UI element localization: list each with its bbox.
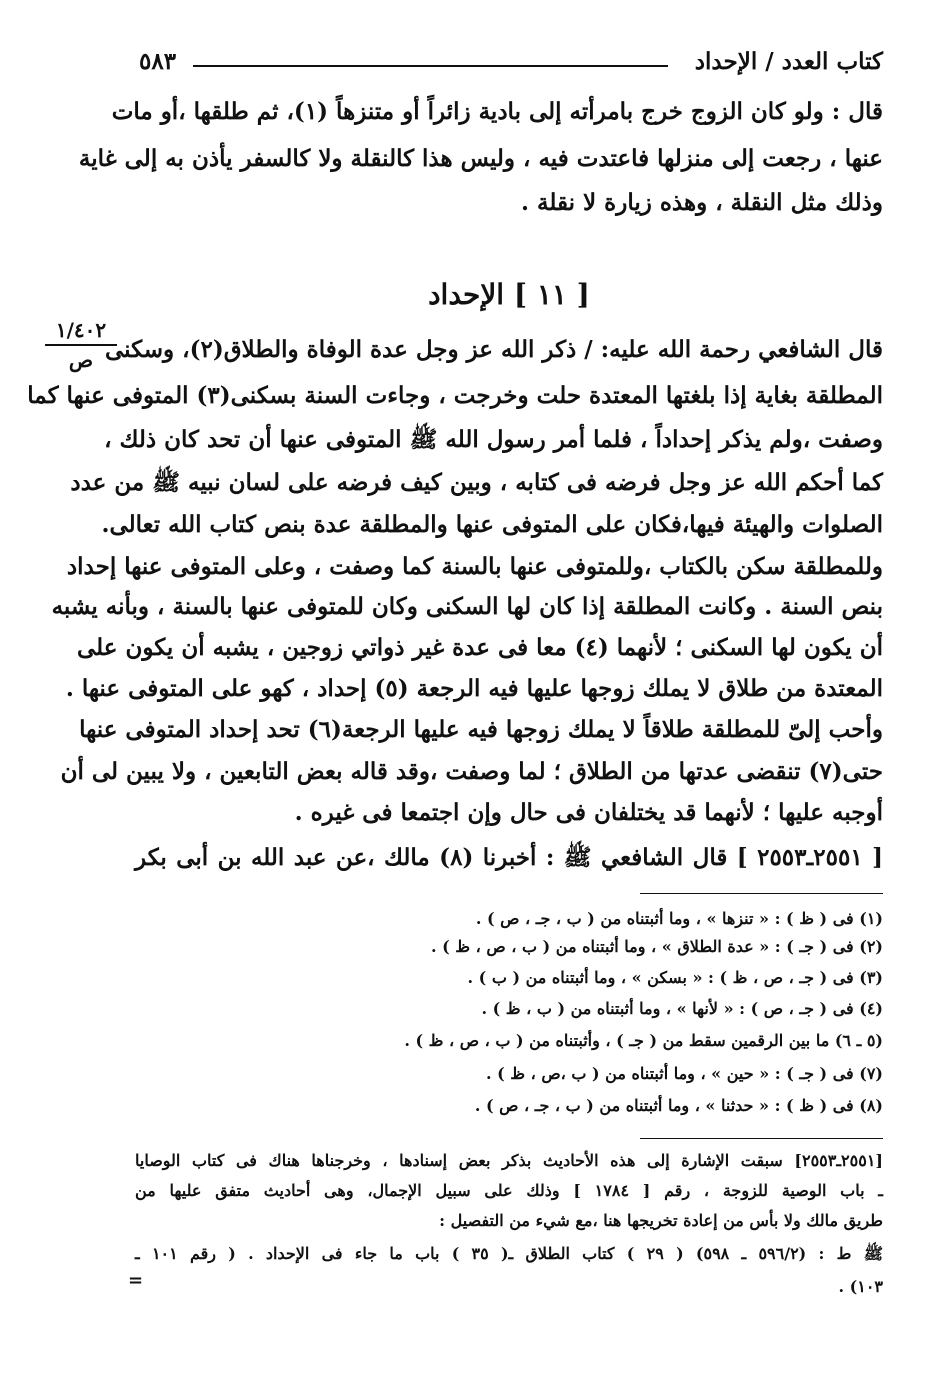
intro-line: وذلك مثل النقلة ، وهذه زيارة لا نقلة . — [521, 189, 883, 216]
editorial-rule — [640, 1138, 883, 1139]
footnote: (٨) فى ( ظ ) : « حدثنا » ، وما أثبتناه من ( ب ، جـ ، ص ) . — [474, 1096, 883, 1115]
footnote: (٢) فى ( جـ ) : « عدة الطلاق » ، وما أثبتناه من ( ب ، ص ، ظ ) . — [430, 937, 883, 956]
main-line: الصلوات والهيئة فيها،فكان على المتوفى عنها والمطلقة عدة بنص كتاب الله تعالى. — [101, 511, 883, 538]
editorial-line: [٢٥٥١ـ٢٥٥٣] سبقت الإشارة إلى هذه الأحاديث بذكر بعض إسنادها ، وخرجناها هناك فى كتاب الوصايا — [135, 1151, 883, 1170]
editorial-line: ﷺ ط : (٥٩٦/٢ ـ ٥٩٨) ( ٢٩ ) كتاب الطلاق ـ( ٣٥ ) باب ما جاء فى الإحداد . ( رقم ١٠١ ـ — [135, 1244, 884, 1263]
footnote: (١) فى ( ظ ) : « تنزها » ، وما أثبتناه من ( ب ، جـ ، ص ) . — [475, 909, 883, 928]
main-line: حتى(٧) تنقضى عدتها من الطلاق ؛ لما وصفت ،وقد قاله بعض التابعين ، ولا يبين لى أن — [60, 758, 883, 785]
footnote: (٣) فى ( جـ ، ص ، ظ ) : « بسكن » ، وما أثبتناه من ( ب ) . — [467, 968, 883, 987]
editorial-line: ١٠٣) . — [838, 1277, 883, 1296]
editorial-line: ـ باب الوصية للزوجة ، رقم [ ١٧٨٤ ] وذلك على سبيل الإجمال، وهى أحاديث متفق عليها من — [135, 1181, 883, 1200]
continuation-mark: = — [128, 1270, 144, 1291]
main-line: وللمطلقة سكن بالكتاب ،وللمتوفى عنها بالسنة كما وصفت ، وعلى المتوفى عنها إحداد — [66, 553, 883, 580]
main-line: بنص السنة . وكانت المطلقة إذا كان لها السكنى وكان للمتوفى عنها بالسنة ، وبأنه يشبه — [51, 593, 883, 620]
main-line: أوجبه عليها ؛ لأنهما قد يختلفان فى حال وإن اجتمعا فى غيره . — [294, 799, 883, 826]
hadith-heading-line: [ ٢٥٥١ـ٢٥٥٣ ] قال الشافعي ﷺ : أخبرنا (٨) مالك ،عن عبد الله بن أبى بكر — [135, 844, 884, 871]
footnote: (٧) فى ( جـ ) : « حين » ، وما أثبتناه من ( ب ،ص ، ظ ) . — [485, 1064, 883, 1083]
header-rule — [193, 65, 668, 67]
footnote: (٤) فى ( جـ ، ص ) : « لأنها » ، وما أثبتناه من ( ب ، ظ ) . — [481, 999, 883, 1018]
intro-line: عنها ، رجعت إلى منزلها فاعتدت فيه ، وليس هذا كالنقلة ولا كالسفر يأذن به إلى غاية — [78, 145, 883, 172]
footnote-rule — [640, 893, 883, 894]
editorial-line: طريق مالك ولا بأس من إعادة تخريجها هنا ،مع شيء من التفصيل : — [439, 1211, 883, 1230]
header-title: كتاب العدد / الإحداد — [694, 48, 883, 75]
margin-ref-number: ١/٤٠٢ — [45, 318, 117, 346]
main-line: قال الشافعي رحمة الله عليه: / ذكر الله عز وجل عدة الوفاة والطلاق(٢)، وسكنى — [104, 336, 883, 363]
main-line: وأحب إلىّ للمطلقة طلاقاً لا يملك زوجها فيه عليها الرجعة(٦) تحد إحداد المتوفى عنها — [79, 716, 883, 743]
page-number: ٥٨٣ — [139, 48, 177, 75]
footnote: (٥ ـ ٦) ما بين الرقمين سقط من ( جـ ) ، وأثبتناه من ( ب ، ص ، ظ ) . — [404, 1031, 883, 1050]
main-line: المعتدة من طلاق لا يملك زوجها عليها فيه الرجعة (٥) إحداد ، كهو على المتوفى عنها . — [65, 675, 883, 702]
margin-ref-letter: ص — [68, 348, 94, 372]
main-line: المطلقة بغاية إذا بلغتها المعتدة حلت وخرجت ، وجاءت السنة بسكنى(٣) المتوفى عنها كما — [27, 382, 883, 409]
intro-line: قال : ولو كان الزوج خرج بامرأته إلى بادية زائراً أو متنزهاً (١)، ثم طلقها ،أو مات — [111, 98, 883, 125]
main-line: أن يكون لها السكنى ؛ لأنهما (٤) معا فى عدة غير ذواتي زوجين ، يشبه أن يكون على — [76, 634, 883, 661]
section-heading: [ ١١ ] الإحداد — [428, 278, 590, 311]
running-header — [135, 48, 883, 84]
main-line: كما أحكم الله عز وجل فرضه فى كتابه ، وبين كيف فرضه على لسان نبيه ﷺ من عدد — [70, 469, 883, 496]
main-line: وصفت ،ولم يذكر إحداداً ، فلما أمر رسول الله ﷺ المتوفى عنها أن تحد كان ذلك ، — [104, 426, 883, 453]
